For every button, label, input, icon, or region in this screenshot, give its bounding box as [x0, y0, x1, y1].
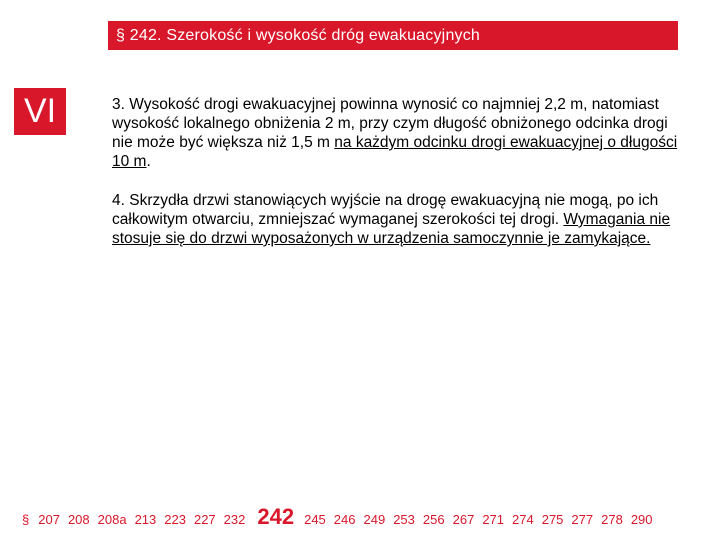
page-link[interactable]: 256 [422, 512, 445, 527]
page-link[interactable]: 253 [393, 512, 415, 527]
paragraph-underlined-text: Wymagania nie stosuje się do drzwi wyposażonych w urządzenia samoczynnie je zamykające. [112, 211, 671, 247]
page-link[interactable]: 271 [482, 512, 505, 527]
page-link[interactable]: 245 [304, 512, 326, 527]
paragraph-tail: . [146, 153, 151, 170]
page-link[interactable]: 232 [223, 512, 246, 527]
page-link-current[interactable]: 242 [257, 504, 295, 529]
page-link[interactable]: 274 [512, 512, 534, 527]
page-link[interactable]: 213 [134, 512, 157, 527]
page-link[interactable]: 277 [571, 512, 594, 527]
page-link[interactable]: 223 [164, 512, 186, 527]
paragraph-4 [112, 191, 692, 248]
section-symbol: § [22, 512, 30, 527]
page-link[interactable]: 267 [452, 512, 475, 527]
paragraph-3 [112, 95, 692, 171]
section-navigation [0, 504, 720, 536]
paragraph-underlined-text: na każdym odcinku drogi ewakuacyjnej o długości 10 m [112, 134, 678, 170]
page-link[interactable]: 249 [363, 512, 386, 527]
section-title: § 242. Szerokość i wysokość dróg ewakuacyjnych [108, 21, 678, 50]
section-content [112, 95, 692, 268]
chapter-badge: VI [14, 88, 66, 135]
page-link[interactable]: 246 [333, 512, 356, 527]
paragraph-text: 3. Wysokość drogi ewakuacyjnej powinna wynosić co najmniej 2,2 m, natomiast wysokość lokalnego obniżenia 2 m, przy czym długość obniżonego odcinka drogi nie może być większa niż 1,5 m [112, 96, 668, 151]
page-link[interactable]: 275 [541, 512, 564, 527]
page-link[interactable]: 207 [38, 512, 60, 527]
page-link[interactable]: 227 [193, 512, 216, 527]
page-link[interactable]: 208 [67, 512, 90, 527]
paragraph-text: 4. Skrzydła drzwi stanowiących wyjście na drogę ewakuacyjną nie mogą, po ich całkowitym otwarciu, zmniejszać wymaganej szerokości tej drogi. [112, 192, 659, 228]
page-link[interactable]: 290 [630, 512, 653, 527]
page-link[interactable]: 208a [97, 512, 127, 527]
page-link[interactable]: 278 [601, 512, 623, 527]
